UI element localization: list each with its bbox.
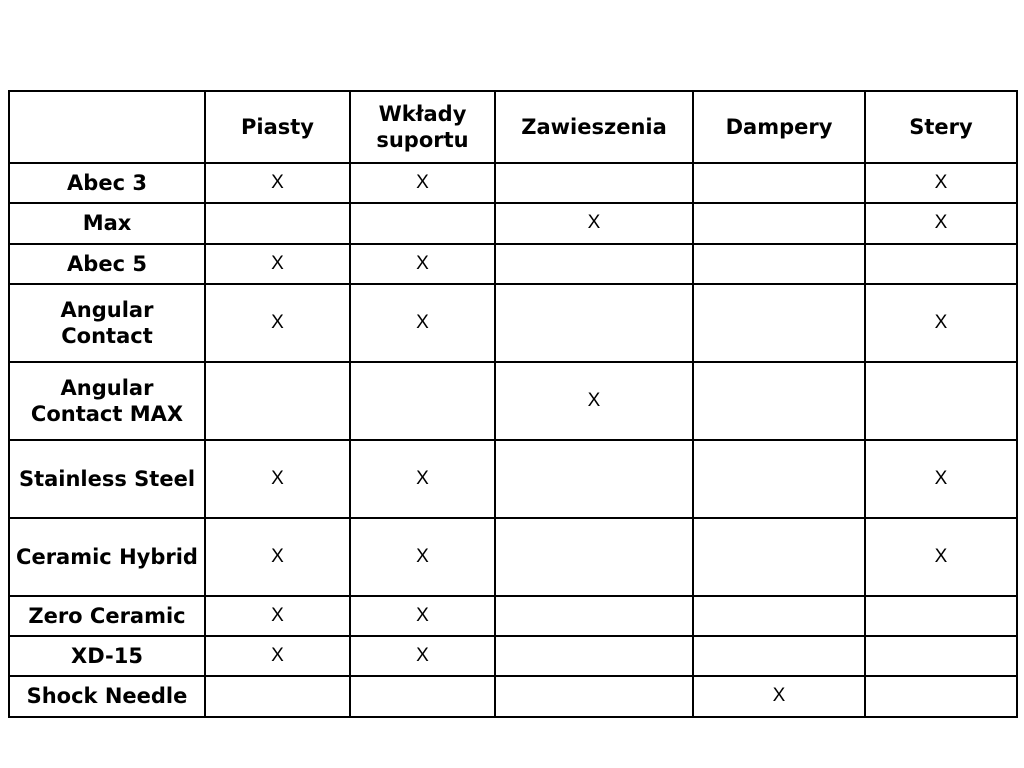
cell-angular-contact-stery: X xyxy=(865,284,1017,362)
cell-stainless-steel-dampery xyxy=(693,440,865,518)
cell-ceramic-hybrid-zawieszenia xyxy=(495,518,693,596)
cell-max-piasty xyxy=(205,203,350,243)
cell-xd-15-zawieszenia xyxy=(495,636,693,676)
column-header-piasty: Piasty xyxy=(205,91,350,163)
cell-shock-needle-stery xyxy=(865,676,1017,716)
cell-angular-contact-dampery xyxy=(693,284,865,362)
row-header-angular-contact-max: Angular Contact MAX xyxy=(9,362,205,440)
cell-stainless-steel-stery: X xyxy=(865,440,1017,518)
table-row xyxy=(9,362,1017,440)
column-header-stery: Stery xyxy=(865,91,1017,163)
cell-abec-3-wklady-suportu: X xyxy=(350,163,495,203)
table-row xyxy=(9,676,1017,716)
row-header-abec-5: Abec 5 xyxy=(9,244,205,284)
cell-max-stery: X xyxy=(865,203,1017,243)
cell-angular-contact-zawieszenia xyxy=(495,284,693,362)
row-header-angular-contact: Angular Contact xyxy=(9,284,205,362)
cell-abec-5-piasty: X xyxy=(205,244,350,284)
bearing-application-table-container xyxy=(8,90,1016,718)
cell-abec-3-zawieszenia xyxy=(495,163,693,203)
cell-abec-5-dampery xyxy=(693,244,865,284)
table-header xyxy=(9,91,1017,163)
table-row xyxy=(9,203,1017,243)
row-header-stainless-steel: Stainless Steel xyxy=(9,440,205,518)
cell-max-dampery xyxy=(693,203,865,243)
row-header-ceramic-hybrid: Ceramic Hybrid xyxy=(9,518,205,596)
cell-abec-5-zawieszenia xyxy=(495,244,693,284)
cell-angular-contact-max-stery xyxy=(865,362,1017,440)
table-corner-cell xyxy=(9,91,205,163)
table-row xyxy=(9,518,1017,596)
cell-angular-contact-wklady-suportu: X xyxy=(350,284,495,362)
cell-zero-ceramic-dampery xyxy=(693,596,865,636)
cell-abec-3-stery: X xyxy=(865,163,1017,203)
column-header-wklady-suportu: Wkłady suportu xyxy=(350,91,495,163)
table-row xyxy=(9,244,1017,284)
table-header-row xyxy=(9,91,1017,163)
row-header-abec-3: Abec 3 xyxy=(9,163,205,203)
table-row xyxy=(9,163,1017,203)
row-header-shock-needle: Shock Needle xyxy=(9,676,205,716)
cell-angular-contact-max-wklady-suportu xyxy=(350,362,495,440)
cell-stainless-steel-piasty: X xyxy=(205,440,350,518)
cell-shock-needle-piasty xyxy=(205,676,350,716)
cell-shock-needle-dampery: X xyxy=(693,676,865,716)
table-row xyxy=(9,596,1017,636)
cell-stainless-steel-wklady-suportu: X xyxy=(350,440,495,518)
cell-shock-needle-zawieszenia xyxy=(495,676,693,716)
cell-zero-ceramic-stery xyxy=(865,596,1017,636)
cell-max-wklady-suportu xyxy=(350,203,495,243)
row-header-zero-ceramic: Zero Ceramic xyxy=(9,596,205,636)
table-body xyxy=(9,163,1017,717)
cell-ceramic-hybrid-dampery xyxy=(693,518,865,596)
table-row xyxy=(9,440,1017,518)
cell-abec-3-dampery xyxy=(693,163,865,203)
cell-angular-contact-max-piasty xyxy=(205,362,350,440)
cell-xd-15-dampery xyxy=(693,636,865,676)
cell-xd-15-stery xyxy=(865,636,1017,676)
cell-zero-ceramic-piasty: X xyxy=(205,596,350,636)
table-row xyxy=(9,636,1017,676)
cell-shock-needle-wklady-suportu xyxy=(350,676,495,716)
cell-ceramic-hybrid-stery: X xyxy=(865,518,1017,596)
row-header-max: Max xyxy=(9,203,205,243)
cell-zero-ceramic-zawieszenia xyxy=(495,596,693,636)
cell-stainless-steel-zawieszenia xyxy=(495,440,693,518)
column-header-zawieszenia: Zawieszenia xyxy=(495,91,693,163)
cell-xd-15-wklady-suportu: X xyxy=(350,636,495,676)
cell-zero-ceramic-wklady-suportu: X xyxy=(350,596,495,636)
table-row xyxy=(9,284,1017,362)
cell-abec-5-wklady-suportu: X xyxy=(350,244,495,284)
cell-angular-contact-piasty: X xyxy=(205,284,350,362)
cell-angular-contact-max-zawieszenia: X xyxy=(495,362,693,440)
cell-xd-15-piasty: X xyxy=(205,636,350,676)
cell-ceramic-hybrid-piasty: X xyxy=(205,518,350,596)
cell-angular-contact-max-dampery xyxy=(693,362,865,440)
cell-max-zawieszenia: X xyxy=(495,203,693,243)
cell-abec-5-stery xyxy=(865,244,1017,284)
cell-ceramic-hybrid-wklady-suportu: X xyxy=(350,518,495,596)
column-header-dampery: Dampery xyxy=(693,91,865,163)
cell-abec-3-piasty: X xyxy=(205,163,350,203)
row-header-xd-15: XD-15 xyxy=(9,636,205,676)
bearing-application-table xyxy=(8,90,1018,718)
